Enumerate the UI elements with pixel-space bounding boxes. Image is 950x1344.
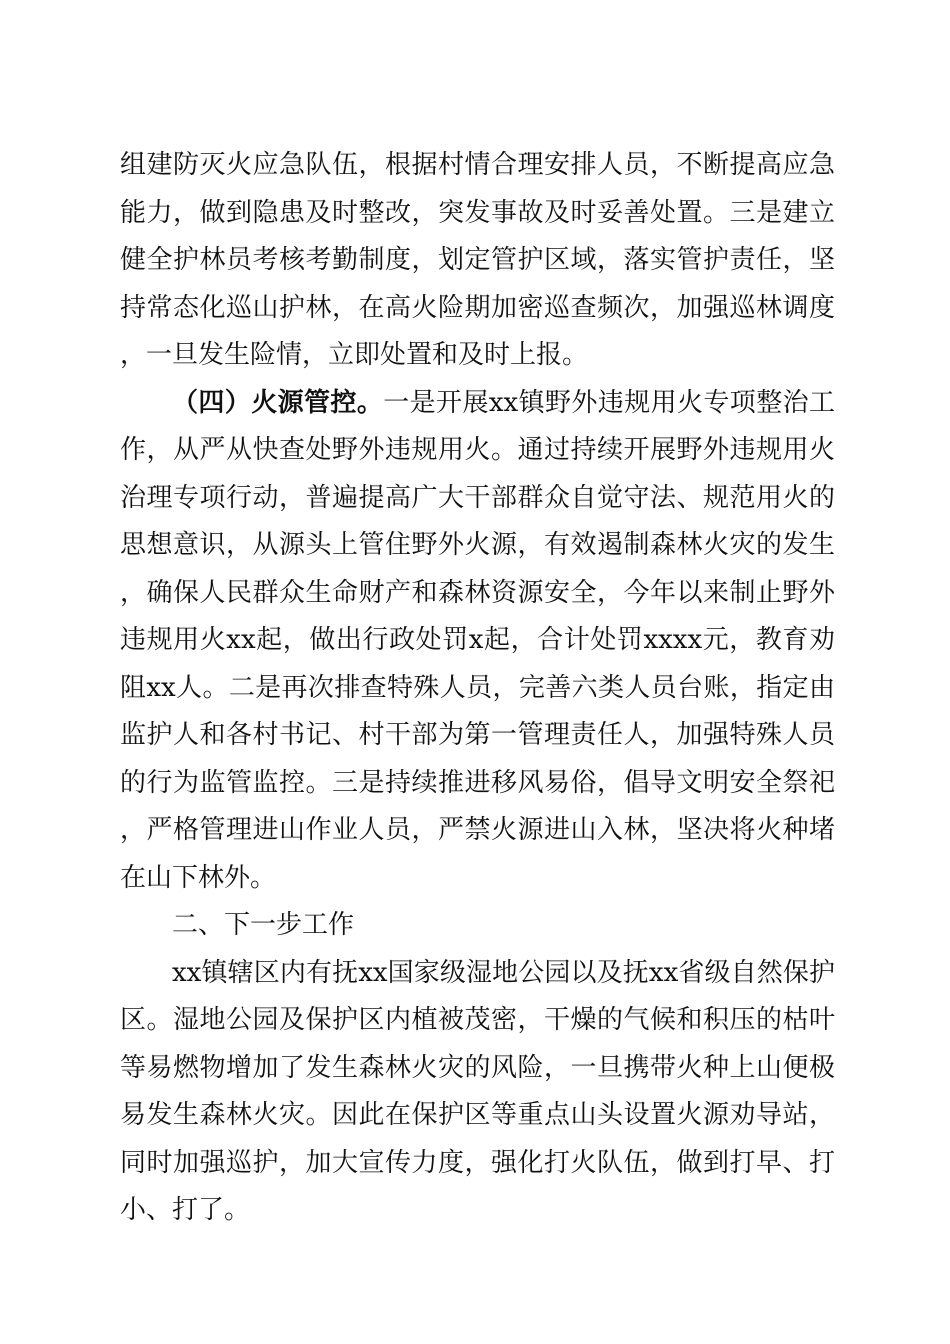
paragraph-fire-team-continued: 组建防灭火应急队伍，根据村情合理安排人员，不断提高应急能力，做到隐患及时整改，突发事故及时妥善处置。三是建立健全护林员考核考勤制度，划定管护区域，落实管护责任，坚持常态化巡山护林，在高火险期加密巡查频次，加强巡林调度，一旦发生险情，立即处置和及时上报。	[120, 150, 835, 370]
section-heading-next-steps: 二、下一步工作	[172, 910, 355, 940]
document-body	[120, 142, 835, 1235]
paragraph-fire-source-control-body: 一是开展xx镇野外违规用火专项整治工作，从严从快查处野外违规用火。通过持续开展野外违规用火治理专项行动，普遍提高广大干部群众自觉守法、规范用火的思想意识，从源头上管住野外火源，有效遏制森林火灾的发生，确保人民群众生命财产和森林资源安全，今年以来制止野外违规用火xx起，做出行政处罚x起，合计处罚xxxx元，教育劝阻xx人。二是再次排查特殊人员，完善六类人员台账，指定由监护人和各村书记、村干部为第一管理责任人，加强特殊人员的行为监管监控。三是持续推进移风易俗，倡导文明安全祭祀，严格管理进山作业人员，严禁火源进山入林，坚决将火种堵在山下林外。	[120, 387, 835, 893]
paragraph-next-steps: xx镇辖区内有抚xx国家级湿地公园以及抚xx省级自然保护区。湿地公园及保护区内植被茂密，干燥的气候和积压的枯叶等易燃物增加了发生森林火灾的风险，一旦携带火种上山便极易发生森林火灾。因此在保护区等重点山头设置火源劝导站，同时加强巡护，加大宣传力度，强化打火队伍，做到打早、打小、打了。	[120, 957, 835, 1225]
subsection-title: （四）火源管控。	[172, 387, 384, 418]
paragraph-fire-source-control	[120, 380, 835, 903]
